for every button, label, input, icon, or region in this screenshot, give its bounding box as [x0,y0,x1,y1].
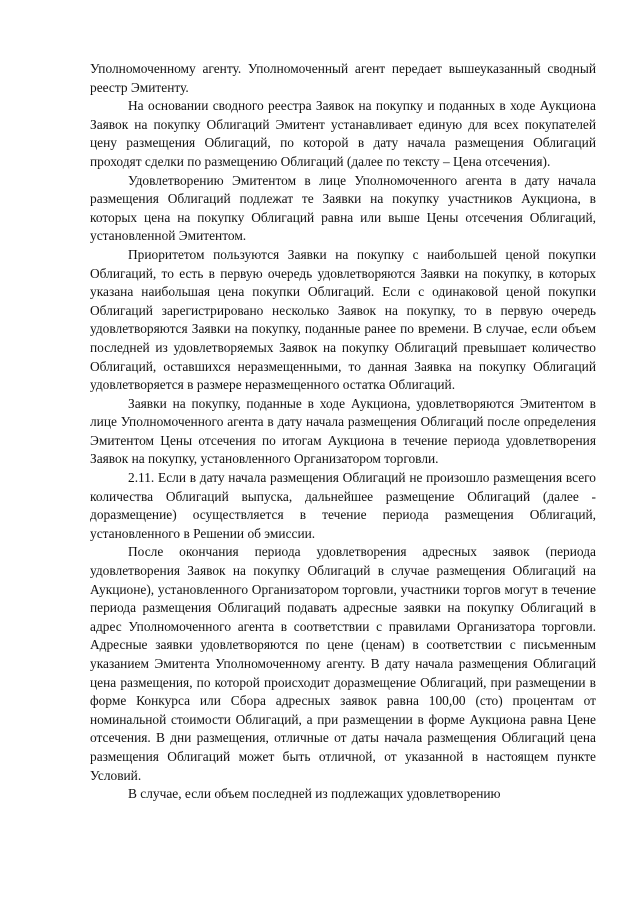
paragraph-address-bids: После окончания периода удовлетворения адресных заявок (периода удовлетворения Заявок на покупку Облигаций в случае размещения Облигаций на Аукционе), установленного Организатором торговли, участники торгов могут в течение периода размещения Облигаций подавать адресные заявки на покупку Облигаций в адрес Уполномоченного агента в соответствии с правилами Организатора торговли. Адресные заявки удовлетворяются по цене (ценам) в соответствии с письменным указанием Эмитента Уполномоченному агенту. В дату начала размещения Облигаций цена размещения, по которой происходит доразмещение Облигаций, при размещении в форме Конкурса или Сбора адресных заявок равна 100,00 (сто) процентам от номинальной стоимости Облигаций, а при размещении в форме Аукциона равна Цене отсечения. В дни размещения, отличные от даты начала размещения Облигаций цена размещения Облигаций может быть отличной, от указанной в настоящем пункте Условий. [90,544,596,783]
paragraph-satisfaction: Удовлетворению Эмитентом в лице Уполномоченного агента в дату начала размещения Облигаций подлежат те Заявки на покупку участников Аукциона, в которых цена на покупку Облигаций равна или выше Цены отсечения Облигаций, установленной Эмитентом. [90,172,596,244]
paragraph-auction-bids: Заявки на покупку, поданные в ходе Аукциона, удовлетворяются Эмитентом в лице Уполномоченного агента в дату начала размещения Облигаций после определения Эмитентом Цены отсечения по итогам Аукциона в течение периода удовлетворения Заявок на покупку, установленного Организатором торговли. [90,395,596,467]
paragraph-last-volume: В случае, если объем последней из подлежащих удовлетворению [128,786,501,802]
paragraph-priority: Приоритетом пользуются Заявки на покупку с наибольшей ценой покупки Облигаций, то есть в первую очередь удовлетворяются Заявки на покупку, в которых указана наибольшая цена покупки Облигаций. Если с одинаковой ценой покупки Облигаций зарегистрировано несколько Заявок на покупку, то в первую очередь удовлетворяются Заявки на покупку, поданные ранее по времени. В случае, если объем последней из удовлетворяемых Заявок на покупку Облигаций превышает количество Облигаций, оставшихся неразмещенными, то данная Заявка на покупку Облигаций удовлетворяется в размере неразмещенного остатка Облигаций. [90,246,596,393]
document-page [90,60,596,804]
paragraph-cutoff-price: На основании сводного реестра Заявок на покупку и поданных в ходе Аукциона Заявок на покупку Облигаций Эмитент устанавливает единую для всех покупателей цену размещения Облигаций, по которой в дату начала размещения Облигаций проходят сделки по размещению Облигаций (далее по тексту – Цена отсечения). [90,98,596,169]
paragraph-continuation: Уполномоченному агенту. Уполномоченный агент передает вышеуказанный сводный реестр Эмитенту. [90,61,596,95]
paragraph-section-2-11: 2.11. Если в дату начала размещения Облигаций не произошло размещения всего количества Облигаций выпуска, дальнейшее размещение Облигаций (далее - доразмещение) осуществляется в течение периода размещения Облигаций, установленного в Решении об эмиссии. [90,470,596,541]
